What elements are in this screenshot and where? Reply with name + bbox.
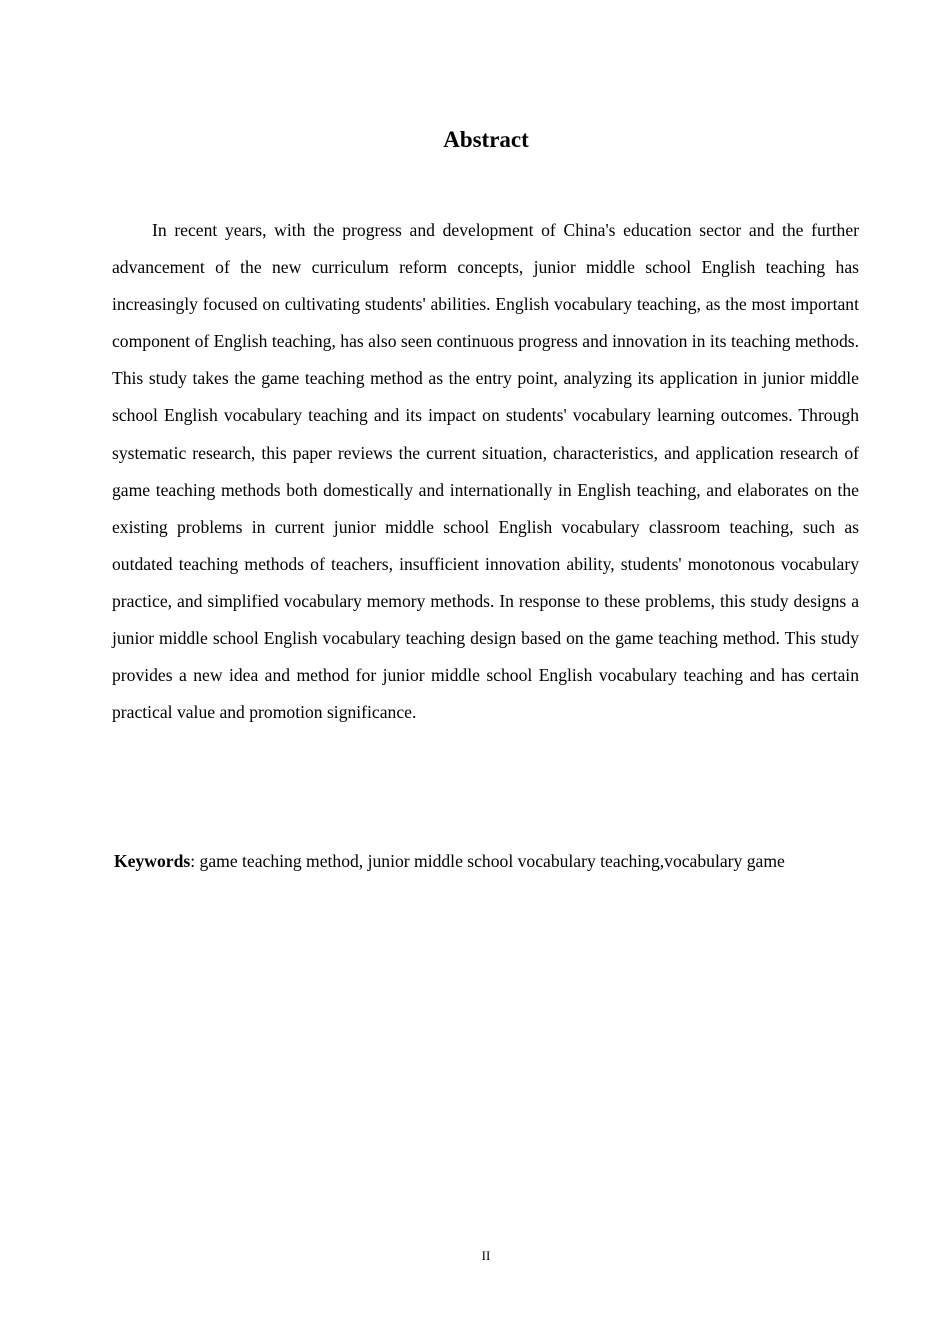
abstract-title: Abstract (443, 127, 529, 152)
keywords-text: game teaching method, junior middle school vocabulary teaching,vocabulary game (199, 851, 785, 871)
keywords-separator: : (190, 851, 200, 871)
keywords-label: Keywords (114, 851, 191, 871)
keywords-line (114, 846, 874, 876)
abstract-paragraph: In recent years, with the progress and development of China's education sector and the further advancement of the new curriculum reform concepts, junior middle school English teaching has increasingly focused on cultivating students' abilities. English vocabulary teaching, as the most important component of English teaching, has also seen continuous progress and innovation in its teaching methods. This study takes the game teaching method as the entry point, analyzing its application in junior middle school English vocabulary teaching and its impact on students' vocabulary learning outcomes. Through systematic research, this paper reviews the current situation, characteristics, and application research of game teaching methods both domestically and internationally in English teaching, and elaborates on the existing problems in current junior middle school English vocabulary classroom teaching, such as outdated teaching methods of teachers, insufficient innovation ability, students' monotonous vocabulary practice, and simplified vocabulary memory methods. In response to these problems, this study designs a junior middle school English vocabulary teaching design based on the game teaching method. This study provides a new idea and method for junior middle school English vocabulary teaching and has certain practical value and promotion significance. (112, 220, 859, 723)
page-number: II (481, 1248, 491, 1263)
